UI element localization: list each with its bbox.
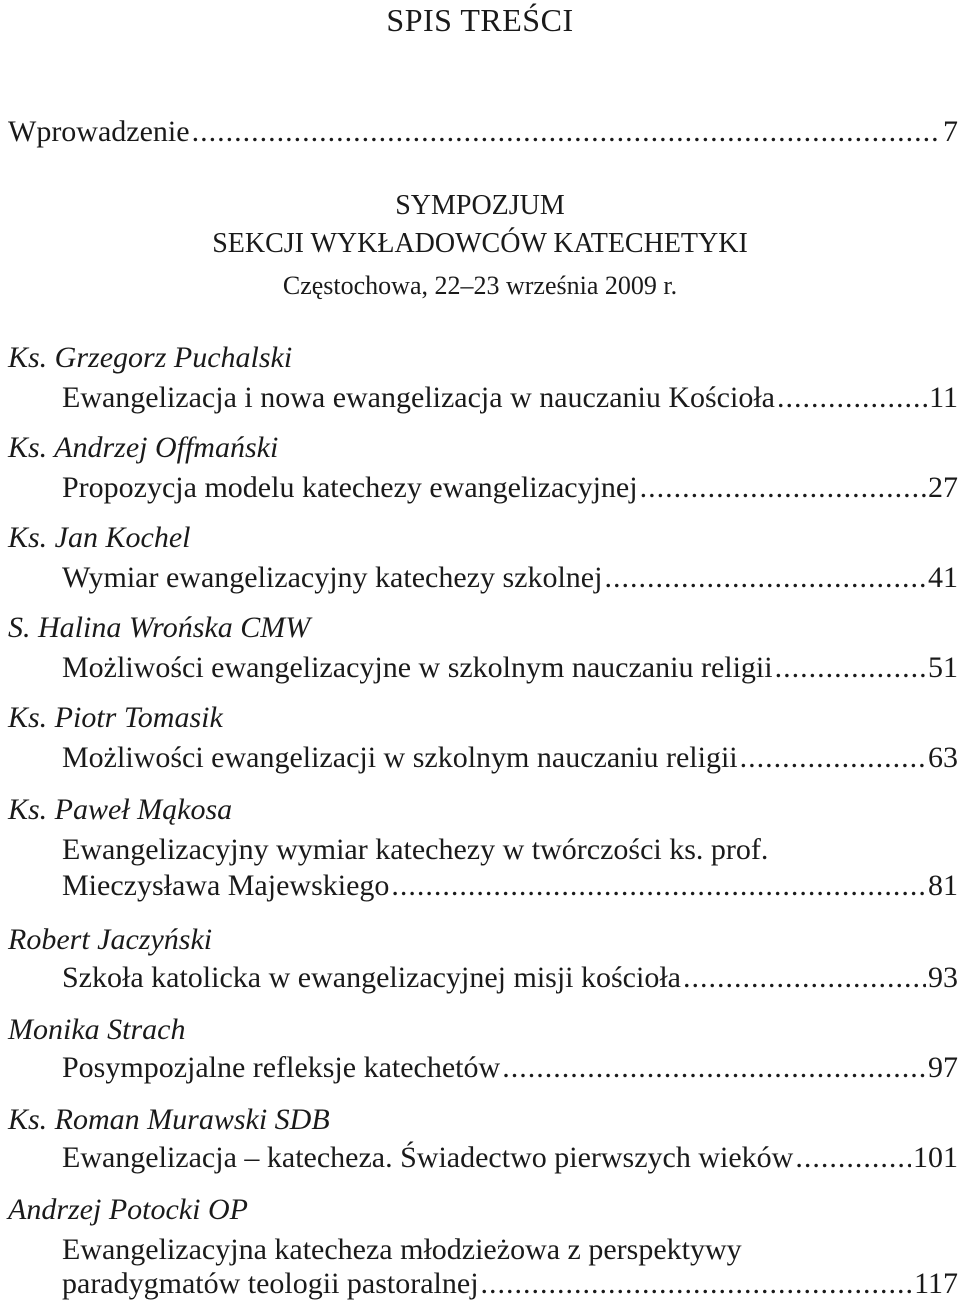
toc-entry[interactable] bbox=[62, 958, 958, 998]
toc-entry[interactable] bbox=[62, 378, 958, 418]
toc-author: Ks. Piotr Tomasik bbox=[8, 701, 223, 734]
dot-leader bbox=[740, 738, 926, 778]
toc-entry-title-line1: Ewangelizacyjna katecheza młodzieżowa z perspektywy bbox=[62, 1233, 742, 1266]
page-title: SPIS TREŚCI bbox=[386, 2, 574, 38]
toc-entry-intro[interactable] bbox=[8, 112, 958, 152]
dot-leader bbox=[481, 1264, 913, 1304]
toc-page-number: 81 bbox=[928, 869, 958, 902]
dot-leader bbox=[795, 1138, 911, 1178]
toc-entry-title: Możliwości ewangelizacji w szkolnym nauczaniu religii bbox=[62, 741, 738, 774]
toc-page-number: 117 bbox=[914, 1267, 958, 1300]
symposium-heading: SYMPOZJUM bbox=[395, 190, 565, 221]
toc-entry[interactable] bbox=[62, 558, 958, 598]
toc-author: Monika Strach bbox=[8, 1013, 186, 1046]
toc-author: Robert Jaczyński bbox=[8, 923, 213, 956]
toc-entry-title: Ewangelizacja – katecheza. Świadectwo pierwszych wieków bbox=[62, 1141, 794, 1174]
toc-entry-title: Mieczysława Majewskiego bbox=[62, 869, 390, 902]
toc-entry[interactable] bbox=[62, 468, 958, 508]
dot-leader bbox=[502, 1048, 926, 1088]
toc-entry[interactable] bbox=[62, 648, 958, 688]
toc-entry-title: Propozycja modelu katechezy ewangelizacyjnej bbox=[62, 471, 638, 504]
dot-leader bbox=[775, 648, 926, 688]
dot-leader bbox=[604, 558, 926, 598]
toc-page-number: 11 bbox=[929, 381, 958, 414]
dot-leader bbox=[192, 112, 941, 152]
toc-page-number: 41 bbox=[928, 561, 958, 594]
toc-entry-title: Wprowadzenie bbox=[8, 115, 190, 148]
toc-entry-title-line1: Ewangelizacyjny wymiar katechezy w twórczości ks. prof. bbox=[62, 833, 769, 866]
toc-page-number: 93 bbox=[928, 961, 958, 994]
toc-page-number: 63 bbox=[928, 741, 958, 774]
toc-page-number: 51 bbox=[928, 651, 958, 684]
toc-entry[interactable] bbox=[62, 866, 958, 906]
symposium-place-date: Częstochowa, 22–23 września 2009 r. bbox=[282, 271, 678, 300]
toc-page-number: 7 bbox=[943, 115, 958, 148]
dot-leader bbox=[777, 378, 927, 418]
toc-entry-title: Posympozjalne refleksje katechetów bbox=[62, 1051, 501, 1084]
toc-page-number: 27 bbox=[928, 471, 958, 504]
toc-author: Ks. Jan Kochel bbox=[8, 521, 191, 554]
toc-author: Ks. Andrzej Offmański bbox=[8, 431, 279, 464]
toc-author: Ks. Grzegorz Puchalski bbox=[8, 341, 293, 374]
symposium-subheading: SEKCJI WYKŁADOWCÓW KATECHETYKI bbox=[212, 228, 748, 259]
toc-entry-title: Szkoła katolicka w ewangelizacyjnej misji kościoła bbox=[62, 961, 681, 994]
toc-page-number: 97 bbox=[928, 1051, 958, 1084]
toc-author: Ks. Paweł Mąkosa bbox=[8, 793, 233, 826]
toc-entry-title: Ewangelizacja i nowa ewangelizacja w nauczaniu Kościoła bbox=[62, 381, 775, 414]
toc-entry[interactable] bbox=[62, 1138, 958, 1178]
dot-leader bbox=[683, 958, 926, 998]
toc-entry-title: Możliwości ewangelizacyjne w szkolnym nauczaniu religii bbox=[62, 651, 773, 684]
toc-entry[interactable] bbox=[62, 738, 958, 778]
toc-author: Ks. Roman Murawski SDB bbox=[8, 1103, 330, 1136]
toc-page-number: 101 bbox=[913, 1141, 958, 1174]
toc-author: S. Halina Wrońska CMW bbox=[8, 611, 311, 644]
dot-leader bbox=[391, 866, 926, 906]
toc-entry[interactable] bbox=[62, 1264, 958, 1304]
toc-entry[interactable] bbox=[62, 1048, 958, 1088]
toc-entry-title: paradygmatów teologii pastoralnej bbox=[62, 1267, 479, 1300]
toc-entry-title: Wymiar ewangelizacyjny katechezy szkolnej bbox=[62, 561, 603, 594]
dot-leader bbox=[640, 468, 926, 508]
toc-author: Andrzej Potocki OP bbox=[8, 1193, 248, 1226]
